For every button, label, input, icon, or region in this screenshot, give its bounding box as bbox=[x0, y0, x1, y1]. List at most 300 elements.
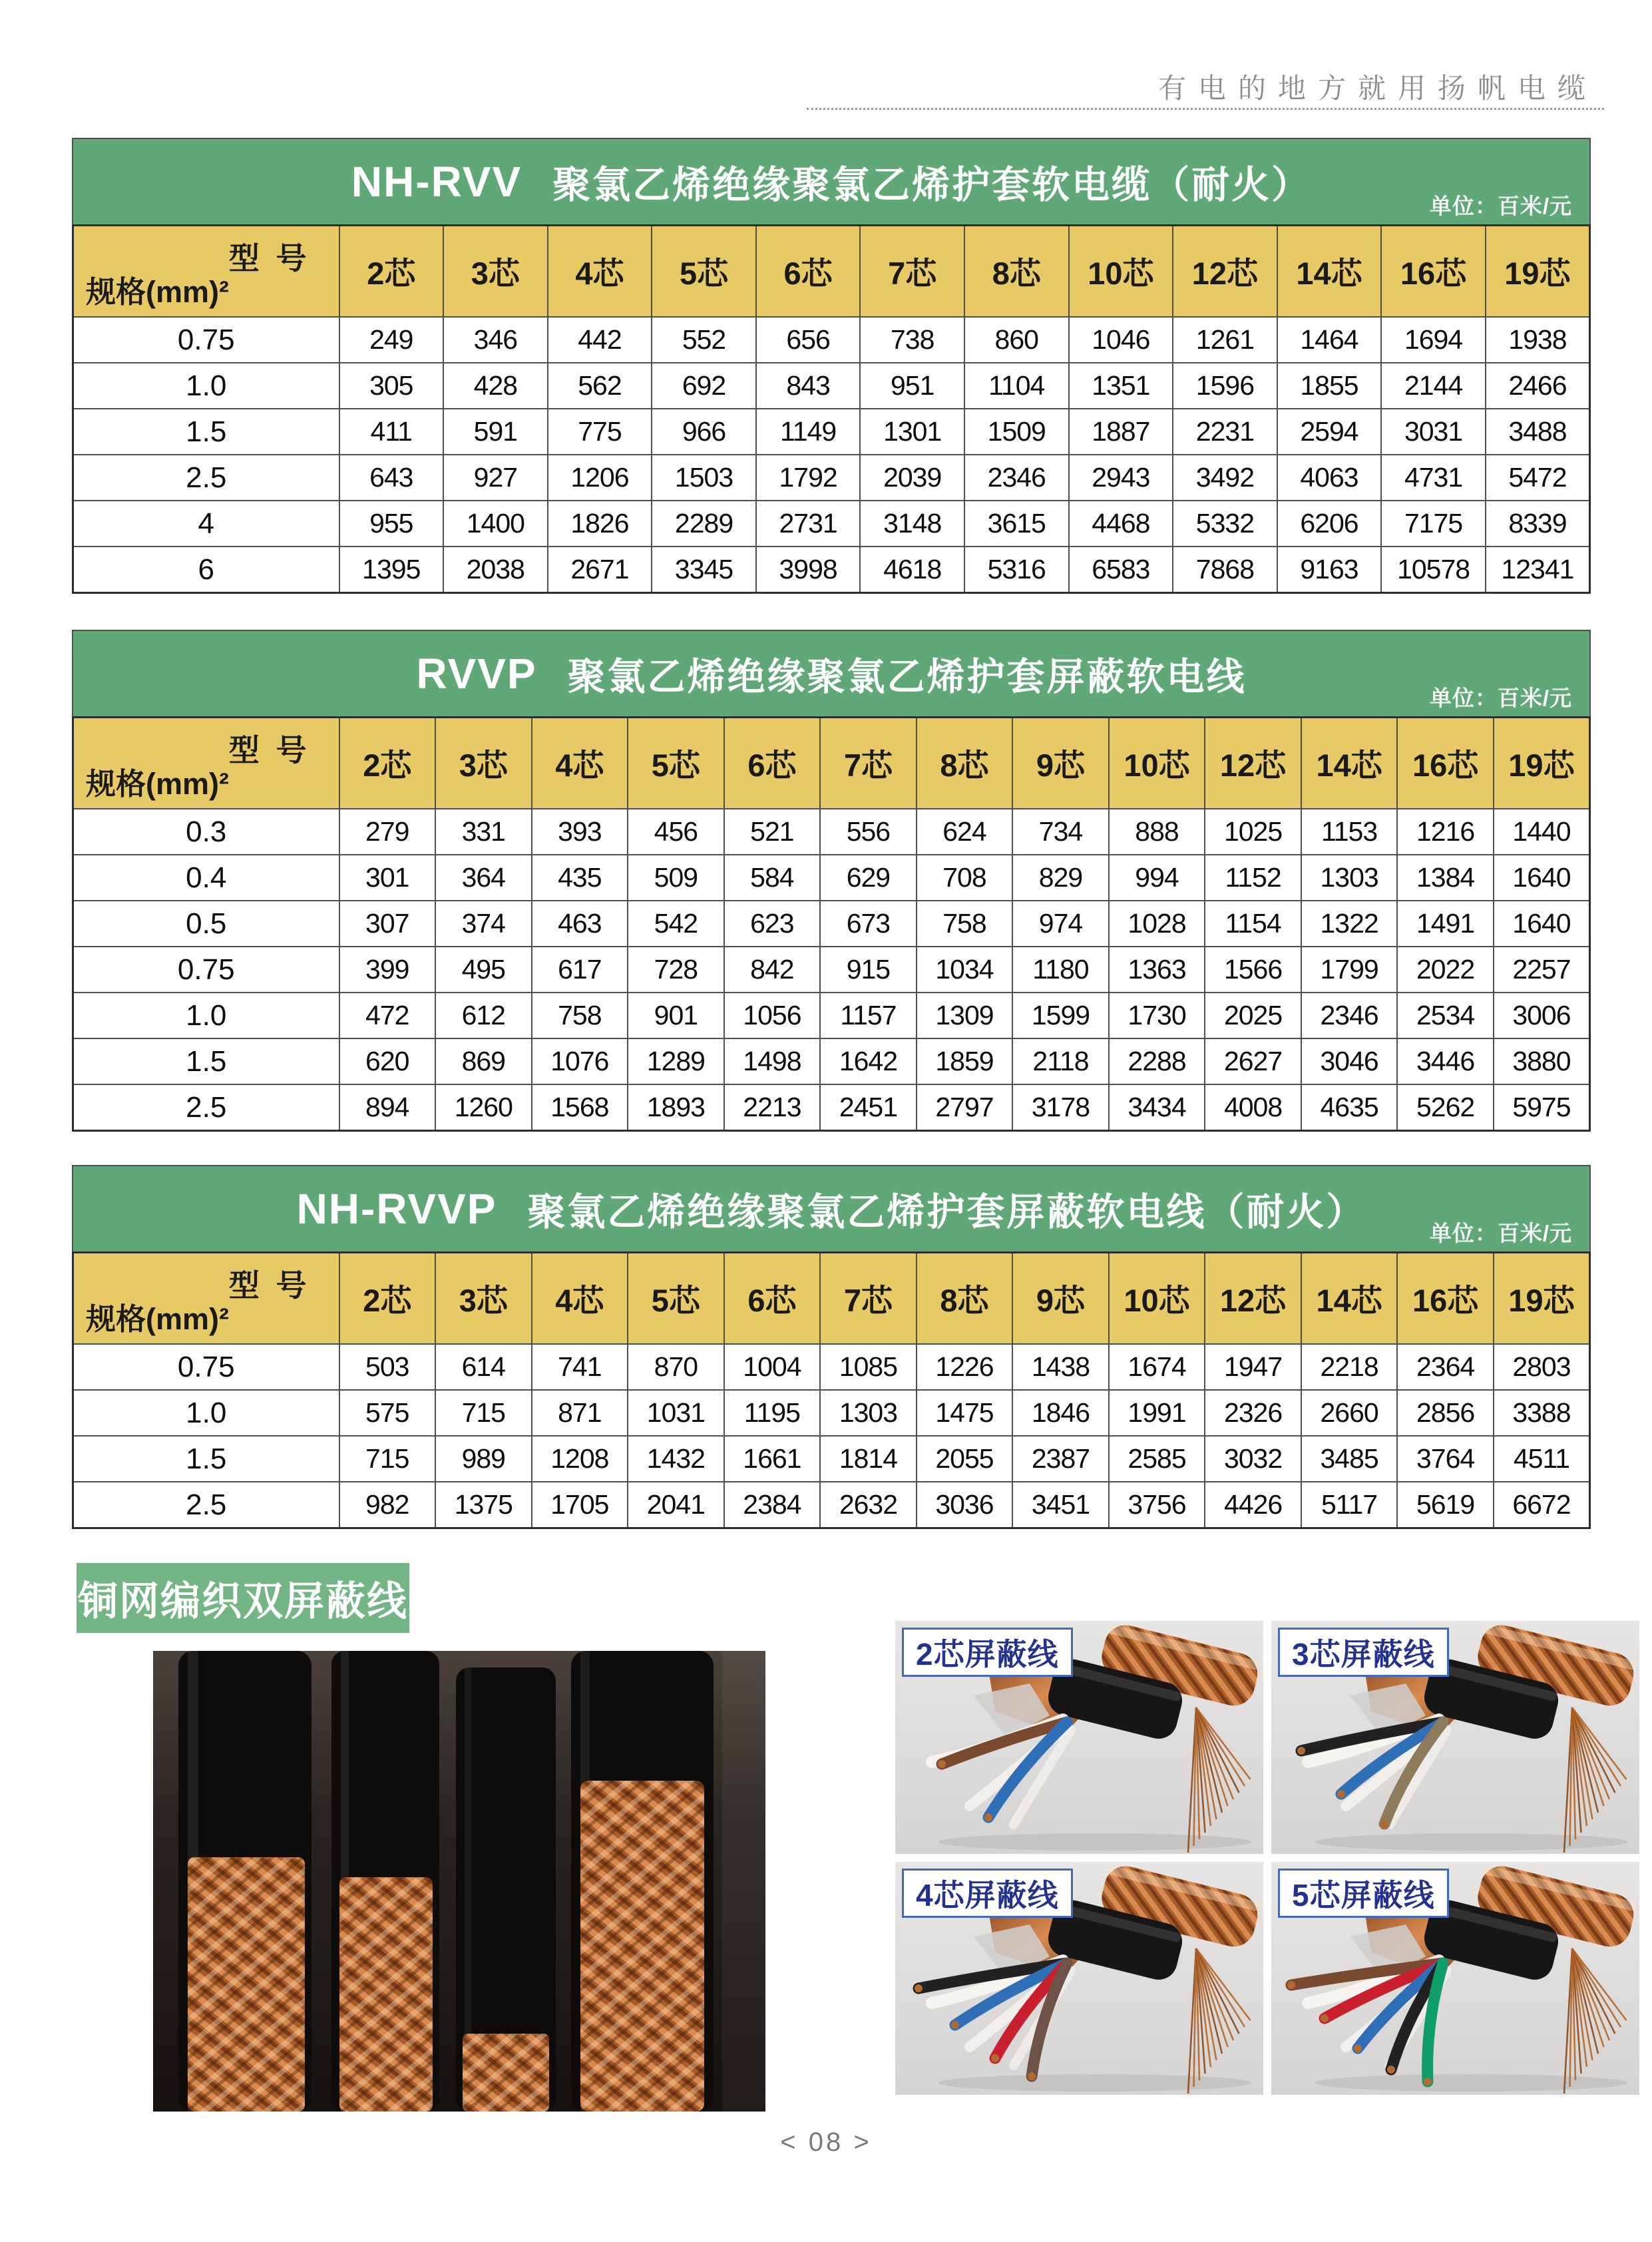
price-cell: 1792 bbox=[756, 455, 861, 501]
price-cell: 2038 bbox=[443, 547, 548, 593]
price-cell: 1180 bbox=[1012, 947, 1109, 993]
core-count-header: 10芯 bbox=[1109, 718, 1205, 809]
price-cell: 1395 bbox=[339, 547, 444, 593]
price-cell: 1568 bbox=[532, 1084, 628, 1131]
price-row bbox=[73, 1390, 1590, 1436]
price-cell: 374 bbox=[435, 901, 532, 947]
price-cell: 2387 bbox=[1012, 1436, 1109, 1482]
price-cell: 1893 bbox=[628, 1084, 724, 1131]
price-cell: 2055 bbox=[917, 1436, 1013, 1482]
price-cell: 2346 bbox=[1301, 993, 1398, 1038]
price-cell: 1694 bbox=[1381, 317, 1486, 363]
price-cell: 2218 bbox=[1301, 1344, 1398, 1390]
price-cell: 399 bbox=[339, 947, 436, 993]
price-cell: 1309 bbox=[917, 993, 1013, 1038]
price-cell: 2534 bbox=[1397, 993, 1494, 1038]
price-cell: 1498 bbox=[724, 1038, 821, 1084]
price-cell: 393 bbox=[532, 809, 628, 855]
price-cell: 1104 bbox=[964, 363, 1069, 409]
price-cell: 1216 bbox=[1397, 809, 1494, 855]
cable-3 bbox=[456, 1668, 556, 2112]
price-cell: 1826 bbox=[548, 501, 652, 547]
price-row bbox=[73, 901, 1590, 947]
price-cell: 472 bbox=[339, 993, 436, 1038]
corner-header-cell bbox=[73, 226, 339, 318]
price-cell: 1674 bbox=[1109, 1344, 1205, 1390]
table-title: 聚氯乙烯绝缘聚氯乙烯护套软电缆（耐火） bbox=[552, 164, 1312, 206]
price-cell: 4635 bbox=[1301, 1084, 1398, 1131]
price-cell: 1056 bbox=[724, 993, 821, 1038]
price-cell: 843 bbox=[756, 363, 861, 409]
price-cell: 2731 bbox=[756, 501, 861, 547]
price-cell: 2803 bbox=[1494, 1344, 1590, 1390]
price-cell: 3998 bbox=[756, 547, 861, 593]
price-cell: 2022 bbox=[1397, 947, 1494, 993]
price-cell: 346 bbox=[443, 317, 548, 363]
price-cell: 869 bbox=[435, 1038, 532, 1084]
price-cell: 860 bbox=[964, 317, 1069, 363]
price-cell: 305 bbox=[339, 363, 444, 409]
table-banner bbox=[72, 630, 1591, 716]
price-cell: 2289 bbox=[652, 501, 756, 547]
price-cell: 463 bbox=[532, 901, 628, 947]
price-cell: 901 bbox=[628, 993, 724, 1038]
price-cell: 1154 bbox=[1205, 901, 1301, 947]
price-cell: 3488 bbox=[1486, 409, 1590, 455]
spec-cell: 0.4 bbox=[73, 855, 339, 901]
price-cell: 3880 bbox=[1494, 1038, 1590, 1084]
price-cell: 2025 bbox=[1205, 993, 1301, 1038]
core-count-header: 4芯 bbox=[532, 1253, 628, 1345]
core-count-header: 6芯 bbox=[756, 226, 861, 318]
price-cell: 870 bbox=[628, 1344, 724, 1390]
spec-cell: 0.75 bbox=[73, 947, 339, 993]
spec-cell: 1.0 bbox=[73, 993, 339, 1038]
price-cell: 2288 bbox=[1109, 1038, 1205, 1084]
price-cell: 1363 bbox=[1109, 947, 1205, 993]
price-cell: 5316 bbox=[964, 547, 1069, 593]
price-cell: 5472 bbox=[1486, 455, 1590, 501]
price-cell: 2627 bbox=[1205, 1038, 1301, 1084]
price-cell: 741 bbox=[532, 1344, 628, 1390]
price-cell: 2346 bbox=[964, 455, 1069, 501]
price-cell: 556 bbox=[820, 809, 917, 855]
price-cell: 2231 bbox=[1173, 409, 1277, 455]
price-cell: 1640 bbox=[1494, 901, 1590, 947]
header-slogan: 有电的地方就用扬帆电缆 bbox=[1157, 73, 1597, 104]
price-cell: 3451 bbox=[1012, 1482, 1109, 1528]
price-cell: 974 bbox=[1012, 901, 1109, 947]
price-cell: 2660 bbox=[1301, 1390, 1398, 1436]
spec-cell: 2.5 bbox=[73, 455, 339, 501]
price-cell: 1859 bbox=[917, 1038, 1013, 1084]
price-cell: 4426 bbox=[1205, 1482, 1301, 1528]
price-cell: 307 bbox=[339, 901, 436, 947]
price-cell: 5619 bbox=[1397, 1482, 1494, 1528]
corner-label-model: 型 号 bbox=[228, 733, 311, 768]
price-cell: 3388 bbox=[1494, 1390, 1590, 1436]
price-cell: 1208 bbox=[532, 1436, 628, 1482]
price-cell: 442 bbox=[548, 317, 652, 363]
core-count-header: 7芯 bbox=[820, 718, 917, 809]
price-row bbox=[73, 993, 1590, 1038]
price-cell: 7175 bbox=[1381, 501, 1486, 547]
price-cell: 955 bbox=[339, 501, 444, 547]
price-cell: 3006 bbox=[1494, 993, 1590, 1038]
price-cell: 249 bbox=[339, 317, 444, 363]
price-cell: 2943 bbox=[1069, 455, 1173, 501]
cable-photo-braided-shield bbox=[153, 1651, 765, 2112]
price-cell: 1503 bbox=[652, 455, 756, 501]
spec-cell: 2.5 bbox=[73, 1084, 339, 1131]
spec-cell: 1.0 bbox=[73, 1390, 339, 1436]
core-count-header: 3芯 bbox=[435, 718, 532, 809]
price-cell: 591 bbox=[443, 409, 548, 455]
price-cell: 643 bbox=[339, 455, 444, 501]
section-label-double-shield: 铜网编织双屏蔽线 bbox=[77, 1563, 409, 1633]
price-cell: 3492 bbox=[1173, 455, 1277, 501]
price-cell: 1034 bbox=[917, 947, 1013, 993]
price-cell: 656 bbox=[756, 317, 861, 363]
price-cell: 951 bbox=[860, 363, 964, 409]
price-cell: 435 bbox=[532, 855, 628, 901]
price-cell: 842 bbox=[724, 947, 821, 993]
price-cell: 503 bbox=[339, 1344, 436, 1390]
price-cell: 4063 bbox=[1277, 455, 1382, 501]
price-cell: 1153 bbox=[1301, 809, 1398, 855]
price-cell: 1195 bbox=[724, 1390, 821, 1436]
price-cell: 888 bbox=[1109, 809, 1205, 855]
price-cell: 1509 bbox=[964, 409, 1069, 455]
price-row bbox=[73, 1482, 1590, 1528]
price-cell: 6672 bbox=[1494, 1482, 1590, 1528]
price-cell: 994 bbox=[1109, 855, 1205, 901]
price-cell: 542 bbox=[628, 901, 724, 947]
price-cell: 2257 bbox=[1494, 947, 1590, 993]
price-cell: 2466 bbox=[1486, 363, 1590, 409]
price-row bbox=[73, 855, 1590, 901]
spec-cell: 0.75 bbox=[73, 1344, 339, 1390]
core-count-header: 14芯 bbox=[1277, 226, 1382, 318]
price-cell: 4511 bbox=[1494, 1436, 1590, 1482]
price-row bbox=[73, 409, 1590, 455]
price-cell: 915 bbox=[820, 947, 917, 993]
price-cell: 3756 bbox=[1109, 1482, 1205, 1528]
core-count-header: 6芯 bbox=[724, 718, 821, 809]
price-cell: 7868 bbox=[1173, 547, 1277, 593]
price-cell: 3036 bbox=[917, 1482, 1013, 1528]
price-cell: 2797 bbox=[917, 1084, 1013, 1131]
price-table-block-nh-rvvp bbox=[72, 1165, 1591, 1529]
price-cell: 1887 bbox=[1069, 409, 1173, 455]
price-cell: 2326 bbox=[1205, 1390, 1301, 1436]
price-cell: 1938 bbox=[1486, 317, 1590, 363]
price-cell: 364 bbox=[435, 855, 532, 901]
price-cell: 715 bbox=[339, 1436, 436, 1482]
price-cell: 4731 bbox=[1381, 455, 1486, 501]
price-cell: 2384 bbox=[724, 1482, 821, 1528]
price-cell: 4468 bbox=[1069, 501, 1173, 547]
price-cell: 692 bbox=[652, 363, 756, 409]
core-count-header: 4芯 bbox=[532, 718, 628, 809]
price-cell: 2594 bbox=[1277, 409, 1382, 455]
price-cell: 1730 bbox=[1109, 993, 1205, 1038]
page-number: < 08 > bbox=[780, 2128, 872, 2157]
core-count-header: 16芯 bbox=[1381, 226, 1486, 318]
price-cell: 1301 bbox=[860, 409, 964, 455]
price-cell: 617 bbox=[532, 947, 628, 993]
price-table-block-rvvp bbox=[72, 630, 1591, 1132]
core-count-header: 2芯 bbox=[339, 226, 444, 318]
price-cell: 1400 bbox=[443, 501, 548, 547]
price-row bbox=[73, 363, 1590, 409]
core-count-header: 14芯 bbox=[1301, 1253, 1398, 1345]
braided-cables-illustration bbox=[153, 1651, 765, 2112]
core-count-header: 12芯 bbox=[1173, 226, 1277, 318]
price-cell: 428 bbox=[443, 363, 548, 409]
price-cell: 871 bbox=[532, 1390, 628, 1436]
price-cell: 1303 bbox=[820, 1390, 917, 1436]
price-cell: 1226 bbox=[917, 1344, 1013, 1390]
price-cell: 982 bbox=[339, 1482, 436, 1528]
price-cell: 1351 bbox=[1069, 363, 1173, 409]
price-table-rvvp bbox=[72, 716, 1591, 1132]
gallery-item-5-core bbox=[1271, 1862, 1639, 2095]
price-cell: 331 bbox=[435, 809, 532, 855]
price-cell: 10578 bbox=[1381, 547, 1486, 593]
core-count-header: 3芯 bbox=[443, 226, 548, 318]
core-count-header: 5芯 bbox=[628, 718, 724, 809]
core-count-header: 16芯 bbox=[1397, 1253, 1494, 1345]
price-cell: 411 bbox=[339, 409, 444, 455]
price-cell: 1322 bbox=[1301, 901, 1398, 947]
price-cell: 1375 bbox=[435, 1482, 532, 1528]
price-cell: 5262 bbox=[1397, 1084, 1494, 1131]
core-count-header: 8芯 bbox=[964, 226, 1069, 318]
price-cell: 4618 bbox=[860, 547, 964, 593]
corner-label-model: 型 号 bbox=[228, 241, 311, 276]
price-cell: 5332 bbox=[1173, 501, 1277, 547]
price-row bbox=[73, 547, 1590, 593]
price-cell: 3764 bbox=[1397, 1436, 1494, 1482]
gallery-item-3-core bbox=[1271, 1621, 1639, 1854]
gallery-item-2-core bbox=[895, 1621, 1263, 1854]
price-row bbox=[73, 1038, 1590, 1084]
spec-cell: 0.3 bbox=[73, 809, 339, 855]
corner-label-spec: 规格(mm)² bbox=[86, 1302, 229, 1336]
cable-4 bbox=[571, 1651, 714, 2112]
price-cell: 552 bbox=[652, 317, 756, 363]
photo-label-3-core: 3芯屏蔽线 bbox=[1278, 1628, 1449, 1677]
price-cell: 3046 bbox=[1301, 1038, 1398, 1084]
price-cell: 1855 bbox=[1277, 363, 1382, 409]
price-row bbox=[73, 947, 1590, 993]
price-cell: 1947 bbox=[1205, 1344, 1301, 1390]
table-title: 聚氯乙烯绝缘聚氯乙烯护套屏蔽软电线 bbox=[567, 656, 1247, 698]
core-count-header: 14芯 bbox=[1301, 718, 1398, 809]
price-cell: 1261 bbox=[1173, 317, 1277, 363]
price-cell: 1596 bbox=[1173, 363, 1277, 409]
price-cell: 1149 bbox=[756, 409, 861, 455]
price-cell: 758 bbox=[532, 993, 628, 1038]
price-cell: 612 bbox=[435, 993, 532, 1038]
price-cell: 2118 bbox=[1012, 1038, 1109, 1084]
price-cell: 1031 bbox=[628, 1390, 724, 1436]
price-row bbox=[73, 1436, 1590, 1482]
price-cell: 3148 bbox=[860, 501, 964, 547]
price-cell: 966 bbox=[652, 409, 756, 455]
price-cell: 829 bbox=[1012, 855, 1109, 901]
price-table-nh-rvv bbox=[72, 224, 1591, 594]
gallery-item-4-core bbox=[895, 1862, 1263, 2095]
price-cell: 3032 bbox=[1205, 1436, 1301, 1482]
price-cell: 1799 bbox=[1301, 947, 1398, 993]
price-cell: 1464 bbox=[1277, 317, 1382, 363]
price-cell: 1599 bbox=[1012, 993, 1109, 1038]
price-cell: 456 bbox=[628, 809, 724, 855]
price-cell: 3031 bbox=[1381, 409, 1486, 455]
price-cell: 6206 bbox=[1277, 501, 1382, 547]
price-cell: 1004 bbox=[724, 1344, 821, 1390]
core-count-header: 5芯 bbox=[628, 1253, 724, 1345]
spec-cell: 0.5 bbox=[73, 901, 339, 947]
price-cell: 728 bbox=[628, 947, 724, 993]
price-cell: 5975 bbox=[1494, 1084, 1590, 1131]
price-cell: 279 bbox=[339, 809, 436, 855]
price-cell: 629 bbox=[820, 855, 917, 901]
spec-cell: 4 bbox=[73, 501, 339, 547]
price-cell: 2632 bbox=[820, 1482, 917, 1528]
price-cell: 562 bbox=[548, 363, 652, 409]
price-cell: 1640 bbox=[1494, 855, 1590, 901]
price-cell: 989 bbox=[435, 1436, 532, 1482]
spec-cell: 1.5 bbox=[73, 1038, 339, 1084]
price-cell: 3485 bbox=[1301, 1436, 1398, 1482]
price-row bbox=[73, 1344, 1590, 1390]
price-cell: 1642 bbox=[820, 1038, 917, 1084]
core-count-header: 9芯 bbox=[1012, 718, 1109, 809]
table-banner bbox=[72, 138, 1591, 224]
core-count-header: 7芯 bbox=[860, 226, 964, 318]
price-cell: 1152 bbox=[1205, 855, 1301, 901]
header-dotted-divider bbox=[807, 108, 1604, 110]
cable-2 bbox=[331, 1651, 439, 2112]
price-cell: 3615 bbox=[964, 501, 1069, 547]
core-count-header: 9芯 bbox=[1012, 1253, 1109, 1345]
price-cell: 12341 bbox=[1486, 547, 1590, 593]
core-count-header: 5芯 bbox=[652, 226, 756, 318]
price-cell: 927 bbox=[443, 455, 548, 501]
price-cell: 1440 bbox=[1494, 809, 1590, 855]
core-count-header: 12芯 bbox=[1205, 1253, 1301, 1345]
price-cell: 3434 bbox=[1109, 1084, 1205, 1131]
table-model: NH-RVVP bbox=[296, 1185, 497, 1233]
price-cell: 2213 bbox=[724, 1084, 821, 1131]
table-model: RVVP bbox=[416, 650, 537, 698]
core-count-header: 2芯 bbox=[339, 718, 436, 809]
core-count-header: 10芯 bbox=[1109, 1253, 1205, 1345]
price-cell: 2856 bbox=[1397, 1390, 1494, 1436]
price-cell: 1028 bbox=[1109, 901, 1205, 947]
price-cell: 1046 bbox=[1069, 317, 1173, 363]
price-cell: 1384 bbox=[1397, 855, 1494, 901]
spec-cell: 6 bbox=[73, 547, 339, 593]
table-title: 聚氯乙烯绝缘聚氯乙烯护套屏蔽软电线（耐火） bbox=[527, 1191, 1366, 1233]
price-cell: 738 bbox=[860, 317, 964, 363]
price-table-block-nh-rvv bbox=[72, 138, 1591, 594]
price-cell: 758 bbox=[917, 901, 1013, 947]
unit-label: 单位：百米/元 bbox=[1429, 194, 1572, 218]
price-cell: 624 bbox=[917, 809, 1013, 855]
price-cell: 2671 bbox=[548, 547, 652, 593]
photo-label-5-core: 5芯屏蔽线 bbox=[1278, 1869, 1449, 1918]
price-cell: 708 bbox=[917, 855, 1013, 901]
core-count-header: 7芯 bbox=[820, 1253, 917, 1345]
price-cell: 715 bbox=[435, 1390, 532, 1436]
price-cell: 1661 bbox=[724, 1436, 821, 1482]
spec-cell: 0.75 bbox=[73, 317, 339, 363]
table-banner bbox=[72, 1165, 1591, 1251]
price-cell: 4008 bbox=[1205, 1084, 1301, 1131]
core-count-header: 4芯 bbox=[548, 226, 652, 318]
price-cell: 495 bbox=[435, 947, 532, 993]
price-cell: 673 bbox=[820, 901, 917, 947]
price-row bbox=[73, 455, 1590, 501]
price-row bbox=[73, 1084, 1590, 1131]
price-cell: 1438 bbox=[1012, 1344, 1109, 1390]
core-count-header: 19芯 bbox=[1494, 1253, 1590, 1345]
price-cell: 2039 bbox=[860, 455, 964, 501]
price-row bbox=[73, 501, 1590, 547]
table-model: NH-RVV bbox=[351, 158, 522, 206]
core-count-header: 12芯 bbox=[1205, 718, 1301, 809]
price-cell: 8339 bbox=[1486, 501, 1590, 547]
spec-cell: 1.5 bbox=[73, 409, 339, 455]
unit-label: 单位：百米/元 bbox=[1429, 686, 1572, 710]
spec-cell: 1.5 bbox=[73, 1436, 339, 1482]
price-cell: 3446 bbox=[1397, 1038, 1494, 1084]
photo-label-4-core: 4芯屏蔽线 bbox=[902, 1869, 1073, 1918]
core-count-header: 16芯 bbox=[1397, 718, 1494, 809]
price-cell: 1076 bbox=[532, 1038, 628, 1084]
price-cell: 1303 bbox=[1301, 855, 1398, 901]
price-row bbox=[73, 317, 1590, 363]
price-cell: 1991 bbox=[1109, 1390, 1205, 1436]
price-cell: 894 bbox=[339, 1084, 436, 1131]
spec-cell: 1.0 bbox=[73, 363, 339, 409]
price-cell: 2041 bbox=[628, 1482, 724, 1528]
price-cell: 2585 bbox=[1109, 1436, 1205, 1482]
shielded-wire-gallery bbox=[895, 1621, 1639, 2095]
price-cell: 614 bbox=[435, 1344, 532, 1390]
photo-label-2-core: 2芯屏蔽线 bbox=[902, 1628, 1073, 1677]
price-cell: 1085 bbox=[820, 1344, 917, 1390]
core-count-header: 3芯 bbox=[435, 1253, 532, 1345]
price-cell: 3345 bbox=[652, 547, 756, 593]
price-cell: 1206 bbox=[548, 455, 652, 501]
price-cell: 1814 bbox=[820, 1436, 917, 1482]
price-cell: 1157 bbox=[820, 993, 917, 1038]
price-cell: 1705 bbox=[532, 1482, 628, 1528]
price-cell: 301 bbox=[339, 855, 436, 901]
price-cell: 734 bbox=[1012, 809, 1109, 855]
corner-label-model: 型 号 bbox=[228, 1268, 311, 1303]
price-cell: 1025 bbox=[1205, 809, 1301, 855]
price-cell: 1566 bbox=[1205, 947, 1301, 993]
corner-label-spec: 规格(mm)² bbox=[86, 275, 229, 309]
price-table-nh-rvvp bbox=[72, 1251, 1591, 1529]
corner-header-cell bbox=[73, 718, 339, 809]
